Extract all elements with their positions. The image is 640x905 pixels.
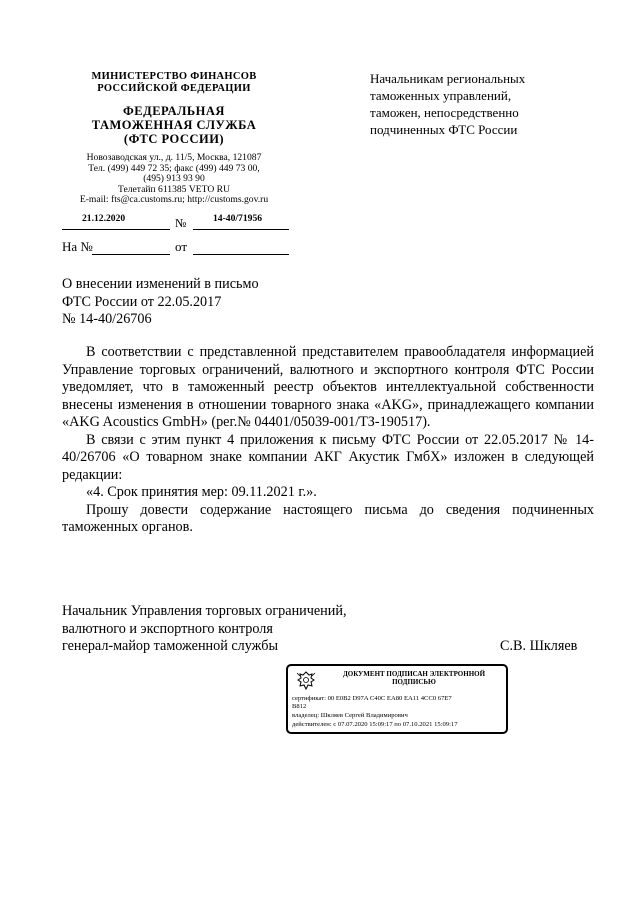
addressee-line-4: подчиненных ФТС России	[370, 122, 518, 137]
phone: Тел. (499) 449 72 35; факс (499) 449 73 00,	[88, 162, 260, 174]
phone-2: (495) 913 93 90	[143, 173, 205, 184]
subject-line-1: О внесении изменений в письмо	[62, 276, 259, 292]
letter-body	[62, 344, 594, 537]
email: E-mail: fts@ca.customs.ru; http://customs.gov.ru	[79, 194, 269, 205]
number-sign: №	[175, 216, 187, 230]
stamp-certificate: сертификат: 00 E0B2 D97A C40C EA80 EA11 4CC0 67E7	[292, 695, 452, 702]
letter-date: 21.12.2020	[82, 213, 126, 224]
paragraph-2: В связи с этим пункт 4 приложения к письму ФТС России от 22.05.2017 № 14-40/26706 «О товарном знаке компании АКГ Акустик ГмбХ» изложен в следующей редакции:	[62, 431, 594, 483]
address: Новозаводская ул., д. 11/5, Москва, 121087	[86, 152, 262, 163]
service-line-1: ФЕДЕРАЛЬНАЯ	[123, 104, 225, 118]
telex: Телетайп 611385 VETO RU	[118, 183, 230, 195]
subject	[62, 276, 322, 329]
subject-line-3: № 14-40/26706	[62, 311, 152, 327]
ministry-name	[58, 71, 290, 95]
e-signature-stamp	[286, 664, 508, 734]
signatory-line-3: генерал-майор таможенной службы	[62, 638, 279, 654]
paragraph-1: В соответствии с представленной представителем правообладателя информацией Управление торговых ограничений, валютного и экспортного контроля ФТС России уведомляет, что в таможенный реестр объектов интеллектуальной собственности внесены изменения в отношении товарного знака «AKG», принадлежащего компании «AKG Acoustics GmbH» (рег.№ 04401/05039-001/ТЗ-190517).	[62, 344, 594, 430]
paragraph-3: «4. Срок принятия мер: 09.11.2021 г.».	[86, 484, 317, 500]
stamp-owner: владелец: Шкляев Сергей Владимирович	[292, 712, 408, 719]
emblem-icon	[294, 669, 318, 693]
addressee-line-2: таможенных управлений,	[370, 88, 512, 103]
addressee	[370, 70, 630, 138]
stamp-valid: действителен: с 07.07.2020 15:09:17 по 07.10.2021 15:09:17	[292, 721, 458, 728]
stamp-certificate-2: B812	[292, 703, 307, 710]
signatory-name: С.В. Шкляев	[500, 638, 578, 654]
subject-line-2: ФТС России от 22.05.2017	[62, 293, 222, 310]
ministry-line-2: РОССИЙСКОЙ ФЕДЕРАЦИИ	[97, 83, 251, 94]
ref-from-label: от	[175, 239, 188, 254]
ref-date-line	[193, 254, 289, 255]
date-underline	[62, 229, 170, 230]
paragraph-4: Прошу довести содержание настоящего письма до сведения подчиненных таможенных органов.	[62, 501, 594, 535]
signatory-line-2: валютного и экспортного контроля	[62, 620, 273, 637]
service-line-3: (ФТС РОССИИ)	[123, 132, 225, 146]
ministry-line-1: МИНИСТЕРСТВО ФИНАНСОВ	[91, 71, 257, 82]
service-name	[58, 104, 290, 146]
contact-block	[58, 153, 290, 206]
signatory-line-1: Начальник Управления торговых ограничений,	[62, 603, 347, 619]
service-line-2: ТАМОЖЕННАЯ СЛУЖБА	[91, 118, 257, 132]
signatory-title	[62, 603, 352, 656]
stamp-title: ДОКУМЕНТ ПОДПИСАН ЭЛЕКТРОННОЙ ПОДПИСЬЮ	[342, 670, 486, 686]
ref-number-line	[92, 254, 170, 255]
ref-label: На №	[62, 239, 93, 254]
addressee-line-1: Начальникам региональных	[370, 71, 526, 86]
addressee-line-3: таможен, непосредственно	[370, 105, 519, 120]
letter-number: 14-40/71956	[213, 213, 263, 224]
number-underline	[193, 229, 289, 230]
